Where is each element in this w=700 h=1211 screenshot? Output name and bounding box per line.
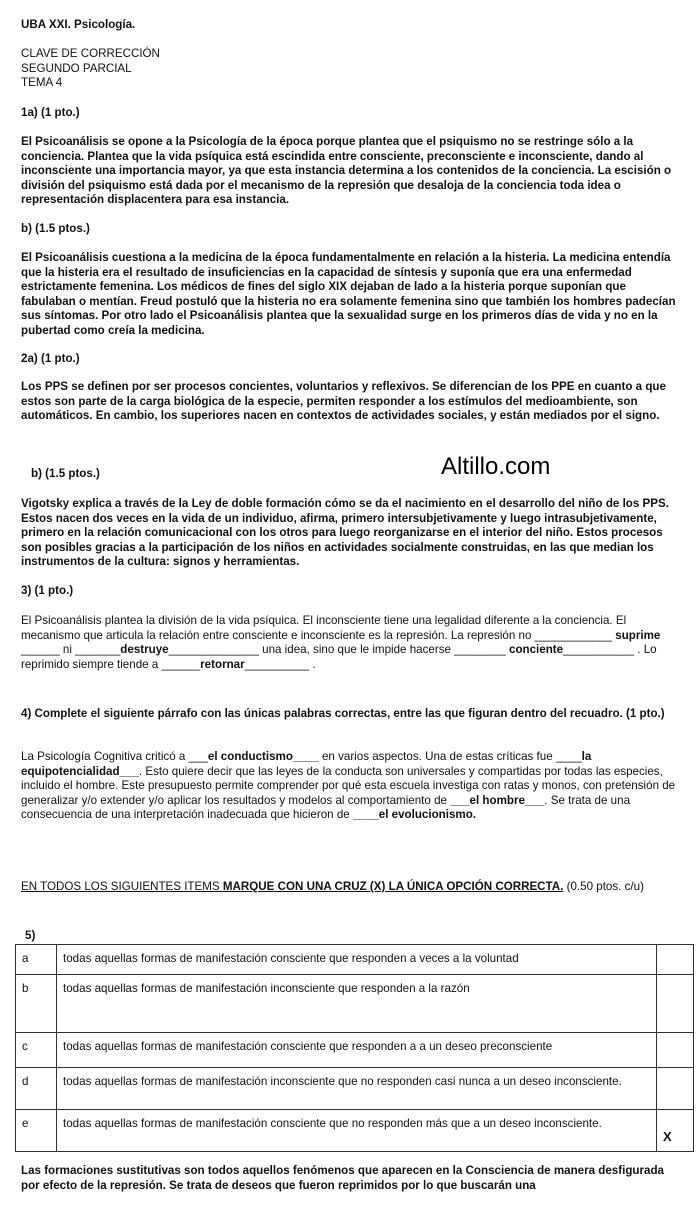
doc-title-line-2: SEGUNDO PARCIAL	[21, 61, 132, 75]
option-text: todas aquellas formas de manifestación consciente que responden a veces a la voluntad	[57, 945, 657, 975]
option-mark-cell[interactable]	[657, 1068, 694, 1110]
doc-title-line-3: TEMA 4	[21, 76, 63, 90]
institution-title: UBA XXI. Psicología.	[21, 18, 136, 31]
q3-text-1: El Psicoanálisis plantea la división de la vida psíquica. El inconsciente tiene una legalidad diferente a la conciencia. El mecanismo que articula la relación entre consciente e inconsciente es la represión. La represión no	[21, 614, 627, 642]
table-row	[16, 1068, 694, 1110]
q4-answer-conductismo: el conductismo____	[207, 750, 319, 763]
q1b-label: b) (1.5 ptos.)	[21, 222, 90, 235]
instruction-line	[21, 880, 681, 895]
q4-text-4: . Se trata de una consecuencia de una interpretación inadecuada que hicieron de	[21, 793, 631, 822]
q3-fill-paragraph	[21, 614, 681, 672]
q4-text-3: . Esto quiere decir que las leyes de la conducta son universales y compartidas por todas las especies, incluido el hombre. Este presupuesto permite comprender por qué esta escuela investiga con ratas y monos, con pretensión de generalizar y/o extender y/o aplicar los resultados y modelos al comportamiento de	[21, 764, 676, 807]
q2b-label: b) (1.5 ptos.)	[31, 467, 100, 480]
instruction-bold: MARQUE CON UNA CRUZ (X) LA ÚNICA OPCIÓN CORRECTA.	[222, 880, 564, 893]
option-mark-cell[interactable]	[657, 945, 694, 975]
option-letter: d	[16, 1068, 57, 1110]
option-text: todas aquellas formas de manifestación inconsciente que no responden casi nunca a un deseo inconsciente.	[57, 1068, 657, 1110]
q3-text-5: ___________ . Lo reprimido siempre tiende a ______	[21, 643, 657, 671]
table-row	[16, 975, 694, 1033]
q5-explanation: Las formaciones sustitutivas son todos aquellos fenómenos que aparecen en la Consciencia de manera desfigurada por efecto de la represión. Se trata de deseos que fueron reprimidos por lo que buscarán una	[21, 1164, 664, 1192]
q3-answer-destruye: destruye	[120, 643, 169, 657]
table-row	[16, 1110, 694, 1152]
q4-text-1: La Psicología Cognitiva criticó a ___	[21, 750, 208, 763]
q4-label: 4) Complete el siguiente párrafo con las únicas palabras correctas, entre las que figuran dentro del recuadro. (1 pto.)	[21, 707, 665, 720]
watermark-text: Altillo.com	[441, 453, 551, 480]
q1a-answer: El Psicoanálisis se opone a la Psicología de la época porque plantea que el psiquismo no se restringe sólo a la conciencia. Plantea que la vida psíquica está escindida entre consciente, preconsciente e inconsciente, dando al inconsciente una importancia mayor, ya que esta instancia determina a los contenidos de la conciencia. La escisión o división del psiquismo está dada por el mecanismo de la represión que desaloja de la conciencia toda idea o representación displacentera para esa instancia.	[21, 135, 672, 207]
q1a-label: 1a) (1 pto.)	[21, 106, 80, 119]
option-text: todas aquellas formas de manifestación inconsciente que responden a la razón	[57, 975, 657, 1033]
q1b-answer: El Psicoanálisis cuestiona a la medicina de la época fundamentalmente en relación a la histeria. La medicina entendía que la histeria era el resultado de insuficiencias en la capacidad de síntesis y suponía que era una enfermedad estrictamente femenina. Los médicos de fines del siglo XIX dejaban de lado a la histeria porque suponían que fabulaban o mentían. Freud postuló que la histeria no era solamente femenina sino que también los hombres padecían sus síntomas. Por otro lado el Psicoanálisis plantea que la sexualidad surge en los primeros días de vida y no en la pubertad como creía la medicina.	[21, 251, 676, 337]
q4-answer-equipotencialidad: la equipotencialidad___	[21, 750, 592, 778]
option-letter: a	[16, 945, 57, 975]
q5-options-table	[15, 944, 694, 1152]
option-letter: c	[16, 1033, 57, 1068]
q4-answer-hombre: ___el hombre___	[450, 793, 545, 807]
table-row	[16, 945, 694, 975]
option-mark-cell[interactable]: X	[657, 1110, 694, 1152]
option-text: todas aquellas formas de manifestación consciente que no responden más que a un deseo inconsciente.	[57, 1110, 657, 1152]
q5-label: 5)	[25, 929, 36, 942]
option-letter: b	[16, 975, 57, 1033]
option-mark-cell[interactable]	[657, 1033, 694, 1068]
q3-label: 3) (1 pto.)	[21, 584, 74, 597]
q2b-answer: Vigotsky explica a través de la Ley de doble formación cómo se da el nacimiento en el desarrollo del niño de los PPS. Estos nacen dos veces en la vida de un individuo, afirma, primero intersubjetivamente y luego intrasubjetivamente, primero en la relación comunicacional con los otros para luego reorganizarse en el interior del niño. Estos procesos son posibles gracias a la participación de los niños en actividades socialmente construidas, en las que median los instrumentos de la cultura: signos y herramientas.	[21, 497, 669, 569]
q4-fill-paragraph	[21, 750, 681, 823]
option-mark-cell[interactable]	[657, 975, 694, 1033]
q2a-answer: Los PPS se definen por ser procesos concientes, voluntarios y reflexivos. Se diferencian de los PPE en cuanto a que estos son parte de la carga biológica de la especie, permiten responder a los estímulos del medioambiente, son automáticos. En cambio, los superiores nacen en contextos de actividades sociales, y están mediados por el signo.	[21, 380, 666, 423]
q3-answer-suprime: suprime	[615, 628, 661, 642]
q3-answer-retornar: retornar	[200, 657, 245, 671]
q3-text-2: ____________	[534, 628, 616, 642]
table-row	[16, 1033, 694, 1068]
doc-title-line-1: CLAVE DE CORRECCIÓN	[21, 47, 160, 60]
q4-text-2: en varios aspectos. Una de estas críticas fue ____	[318, 750, 582, 763]
instruction-prefix: EN TODOS LOS SIGUIENTES ITEMS	[21, 880, 223, 893]
document-title-block	[21, 47, 681, 91]
q3-text-6: __________ .	[244, 657, 316, 671]
option-letter: e	[16, 1110, 57, 1152]
q4-answer-evolucionismo: ____el evolucionismo.	[352, 808, 477, 822]
q2a-label: 2a) (1 pto.)	[21, 352, 80, 365]
q3-text-3: ______ ni _______	[21, 643, 121, 657]
option-text: todas aquellas formas de manifestación consciente que responden a a un deseo preconsciente	[57, 1033, 657, 1068]
q3-text-4: ______________ una idea, sino que le impide hacerse ________	[168, 643, 509, 657]
q3-answer-conciente: conciente	[509, 643, 564, 657]
instruction-suffix: (0.50 ptos. c/u)	[563, 880, 644, 893]
